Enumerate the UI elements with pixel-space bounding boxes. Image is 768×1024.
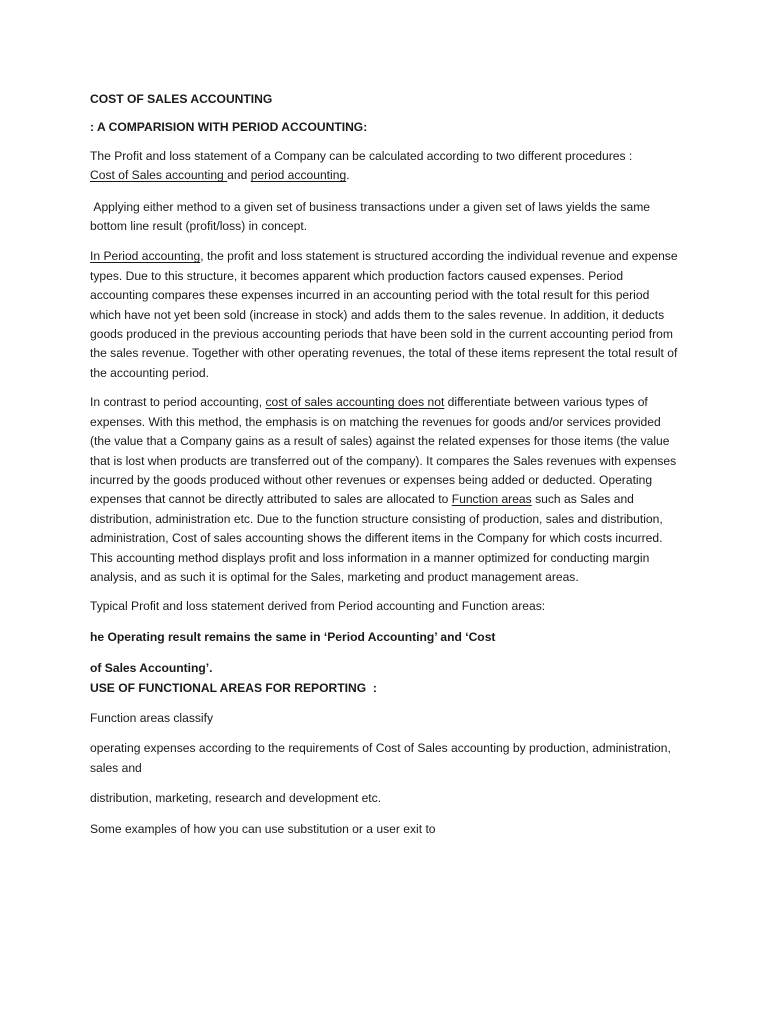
function-areas-link: Function areas [451,492,532,507]
intro-paragraph [90,147,682,186]
operating-expenses-paragraph: operating expenses according to the requirements of Cost of Sales accounting by production, administration, sales and [90,741,671,775]
contrast-body-text: differentiate between various types of expenses. With this method, the emphasis is on matching the revenues for goods and/or services provided (the value that a Company gains as a result of sales) against the related expenses for those items (the value that is lost when products are transferred out of the company). It compares the Sales revenues with expenses incurred by the goods produced without other revenues or expenses being added or deducted. Operating expenses that cannot be directly attributed to sales are allocated to [90,395,677,507]
use-of-functional-areas-heading: USE OF FUNCTIONAL AREAS FOR REPORTING : [90,680,377,695]
applying-paragraph: Applying either method to a given set of business transactions under a given set of laws yields the same bottom line result (profit/loss) in concept. [90,199,654,234]
period-accounting-text: , the profit and loss statement is structured according the individual revenue and expense types. Due to this structure, it becomes apparent which production factors caused expenses. Period accounting compares these expenses incurred in an accounting period with the total result for this period which have not yet been sold (increase in stock) and adds them to the sales revenue. In addition, it deducts goods produced in the previous accounting periods that have been sold in the current accounting period from the sales revenue. Together with other operating revenues, the total of these items represent the total result of the accounting period. [90,249,678,380]
examples-paragraph: Some examples of how you can use substitution or a user exit to [90,821,436,836]
contrast-end-text: such as Sales and distribution, administration etc. Due to the function structure consisting of production, sales and distribution, administration, Cost of sales accounting shows the different items in the Company for which costs incurred. This accounting method displays profit and loss information in a manner optimized for conducting margin analysis, and as such it is optimal for the Sales, marketing and product management areas. [90,492,663,584]
contrast-paragraph [90,393,682,587]
intro-text: The Profit and loss statement of a Company can be calculated according to two different procedures : [90,148,633,163]
period-accounting-link: period accounting [250,168,347,183]
operating-result-heading-continued: of Sales Accounting’. [90,661,213,676]
cost-of-sales-does-not-link: cost of sales accounting does not [265,395,445,410]
function-areas-classify-text: Function areas classify [90,710,214,725]
document-page [90,90,682,839]
in-period-accounting-link: In Period accounting [90,249,201,264]
period-accounting-paragraph [90,247,682,383]
contrast-intro-text: In contrast to period accounting, [90,395,266,410]
typical-statement-paragraph: Typical Profit and loss statement derived from Period accounting and Function areas: [90,599,546,614]
intro-middle-text: and [227,168,251,183]
document-title: COST OF SALES ACCOUNTING [90,92,273,106]
cost-of-sales-link: Cost of Sales accounting [90,168,228,183]
operating-result-heading: he Operating result remains the same in ‘Period Accounting’ and ‘Cost [90,629,496,644]
document-subtitle: : A COMPARISION WITH PERIOD ACCOUNTING: [90,119,368,134]
intro-end-text: . [346,168,350,183]
distribution-paragraph: distribution, marketing, research and development etc. [90,791,382,806]
